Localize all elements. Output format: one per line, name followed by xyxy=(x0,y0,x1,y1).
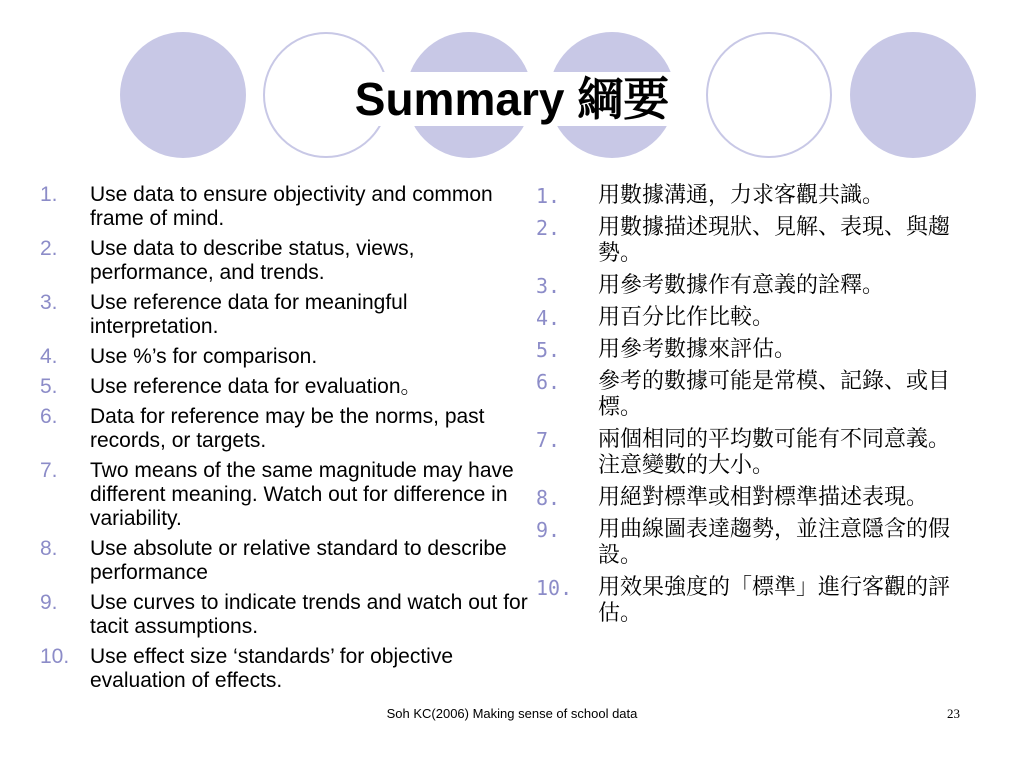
list-item xyxy=(536,575,966,627)
list-item xyxy=(536,305,966,331)
item-number: 5. xyxy=(536,338,561,362)
list-item xyxy=(40,405,540,453)
item-text: Use effect size ‘standards’ for objective evaluation of effects. xyxy=(90,645,454,692)
item-text: 用數據溝通，力求客觀共識。 xyxy=(598,183,885,208)
item-text: Use reference data for evaluation。 xyxy=(90,375,422,398)
slide-title: Summary 綱要 xyxy=(347,72,677,126)
item-number: 1. xyxy=(536,184,561,208)
item-number: 10. xyxy=(40,645,70,668)
list-item xyxy=(536,517,966,569)
item-number: 3. xyxy=(40,291,58,314)
list-item xyxy=(536,273,966,299)
item-number: 2. xyxy=(40,237,58,260)
item-text: 用數據描述現狀、見解、表現、與趨勢。 xyxy=(598,215,951,266)
list-item xyxy=(40,537,540,585)
item-text: Use data to ensure objectivity and common frame of mind. xyxy=(90,183,493,230)
list-item xyxy=(536,337,966,363)
item-number: 6. xyxy=(40,405,58,428)
item-number: 3. xyxy=(536,274,561,298)
item-text: 參考的數據可能是常模、記錄、或目標。 xyxy=(598,369,951,420)
page-number: 23 xyxy=(947,706,960,721)
chinese-points-list xyxy=(536,183,966,633)
item-number: 7. xyxy=(536,428,561,452)
list-item xyxy=(40,237,540,285)
list-item xyxy=(536,485,966,511)
item-number: 5. xyxy=(40,375,58,398)
item-text: 兩個相同的平均數可能有不同意義。注意變數的大小。 xyxy=(598,427,951,478)
item-text: Use reference data for meaningful interpretation. xyxy=(90,291,408,338)
item-number: 4. xyxy=(536,306,561,330)
item-text: 用百分比作比較。 xyxy=(598,305,775,330)
item-number: 8. xyxy=(40,537,58,560)
item-number: 1. xyxy=(40,183,58,206)
item-text: Use data to describe status, views, performance, and trends. xyxy=(90,237,415,284)
list-item xyxy=(536,215,966,267)
list-item xyxy=(40,183,540,231)
item-number: 6. xyxy=(536,370,561,394)
title-band xyxy=(0,70,1024,128)
english-points-list xyxy=(40,183,540,699)
list-item xyxy=(40,645,540,693)
list-item xyxy=(40,291,540,339)
item-text: 用效果強度的「標準」進行客觀的評估。 xyxy=(598,575,951,626)
item-text: Two means of the same magnitude may have different meaning. Watch out for difference in variability. xyxy=(90,459,514,530)
item-text: Use absolute or relative standard to describe performance xyxy=(90,537,507,584)
list-item xyxy=(40,459,540,531)
list-item xyxy=(40,375,540,399)
item-number: 9. xyxy=(40,591,58,614)
item-number: 9. xyxy=(536,518,561,542)
list-item xyxy=(536,183,966,209)
list-item xyxy=(536,427,966,479)
item-number: 10. xyxy=(536,576,573,600)
item-text: Use curves to indicate trends and watch out for tacit assumptions. xyxy=(90,591,528,638)
list-item xyxy=(40,345,540,369)
item-text: 用參考數據來評估。 xyxy=(598,337,797,362)
item-number: 2. xyxy=(536,216,561,240)
item-number: 8. xyxy=(536,486,561,510)
item-number: 7. xyxy=(40,459,58,482)
list-item xyxy=(536,369,966,421)
item-text: 用絕對標準或相對標準描述表現。 xyxy=(598,485,929,510)
item-text: Use %’s for comparison. xyxy=(90,345,318,368)
item-text: 用曲線圖表達趨勢，並注意隱含的假設。 xyxy=(598,517,951,568)
list-item xyxy=(40,591,540,639)
item-text: 用參考數據作有意義的詮釋。 xyxy=(598,273,885,298)
item-text: Data for reference may be the norms, past records, or targets. xyxy=(90,405,485,452)
footer-citation: Soh KC(2006) Making sense of school data xyxy=(386,706,638,721)
item-number: 4. xyxy=(40,345,58,368)
